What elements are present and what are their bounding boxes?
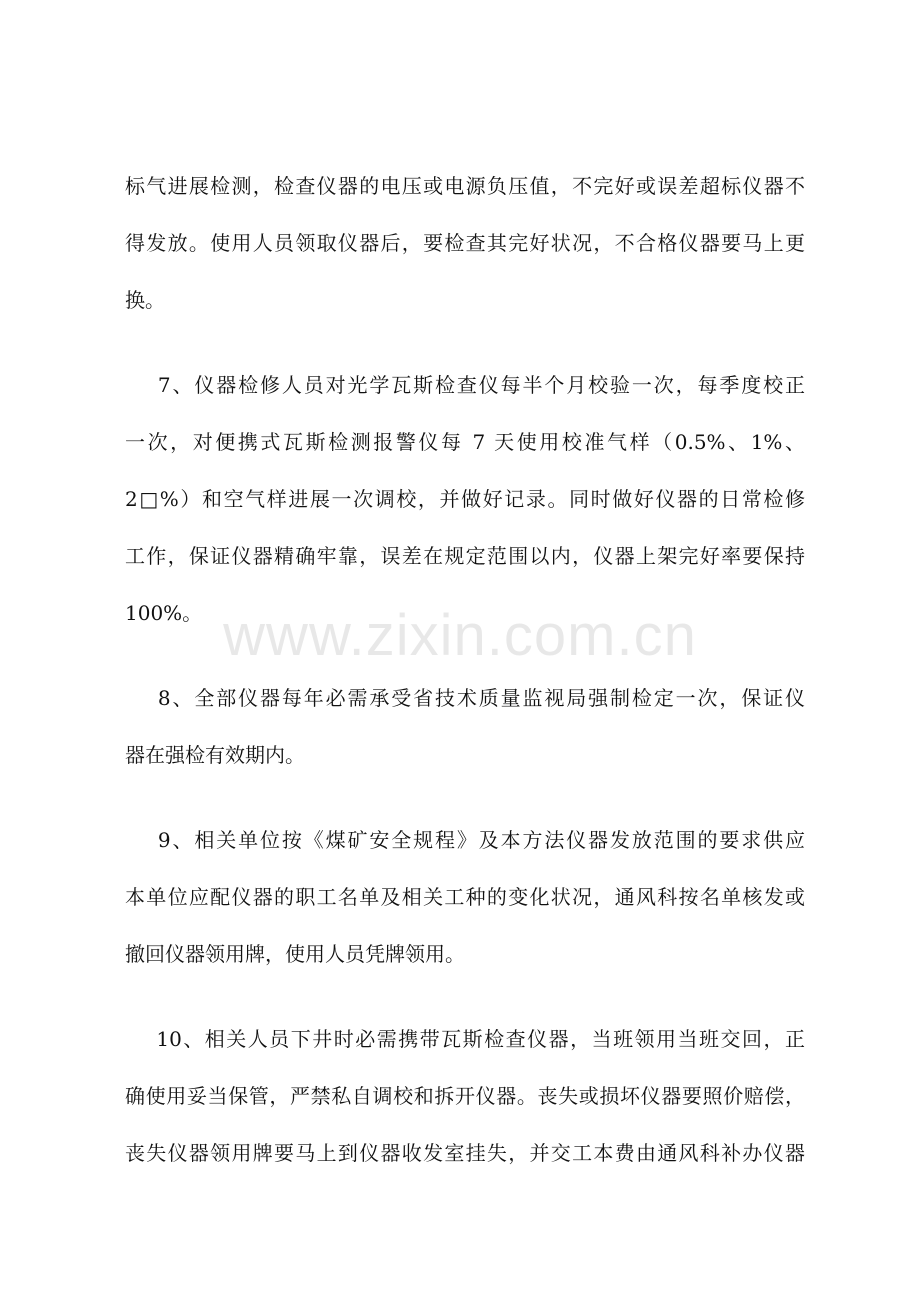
paragraph-4-line-1: 9、相关单位按《煤矿安全规程》及本方法仪器发放范围的要求供应: [125, 828, 805, 852]
paragraph-4-line-3: 撤回仪器领用牌，使用人员凭牌领用。: [125, 942, 465, 966]
paragraph-1-line-3: 换。: [125, 288, 165, 312]
paragraph-2-line-4: 工作，保证仪器精确牢靠，误差在规定范围以内，仪器上架完好率要保持: [125, 544, 805, 568]
paragraph-2-line-2: 一次，对便携式瓦斯检测报警仪每 7 天使用校准气样（0.5%、1%、: [125, 430, 805, 454]
paragraph-3-line-1: 8、全部仪器每年必需承受省技术质量监视局强制检定一次，保证仪: [125, 686, 805, 710]
paragraph-1-line-2: 得发放。使用人员领取仪器后，要检查其完好状况，不合格仪器要马上更: [125, 231, 805, 255]
paragraph-2-line-5: 100%。: [125, 601, 203, 625]
paragraph-5-line-1: 10、相关人员下井时必需携带瓦斯检查仪器，当班领用当班交回，正: [125, 1027, 805, 1051]
paragraph-1-line-1: 标气进展检测，检查仪器的电压或电源负压值，不完好或误差超标仪器不: [125, 174, 805, 198]
watermark: www.zixin.com.cn: [223, 603, 697, 668]
paragraph-5-line-3: 丧失仪器领用牌要马上到仪器收发室挂失，并交工本费由通风科补办仪器: [125, 1141, 805, 1165]
paragraph-5-line-2: 确使用妥当保管，严禁私自调校和拆开仪器。丧失或损坏仪器要照价赔偿，: [125, 1084, 805, 1108]
paragraph-4-line-2: 本单位应配仪器的职工名单及相关工种的变化状况，通风科按名单核发或: [125, 885, 805, 909]
paragraph-3-line-2: 器在强检有效期内。: [125, 743, 305, 767]
paragraph-2-line-1: 7、仪器检修人员对光学瓦斯检查仪每半个月校验一次，每季度校正: [125, 373, 805, 397]
paragraph-2-line-3: 2□%）和空气样进展一次调校，并做好记录。同时做好仪器的日常检修: [125, 487, 805, 511]
